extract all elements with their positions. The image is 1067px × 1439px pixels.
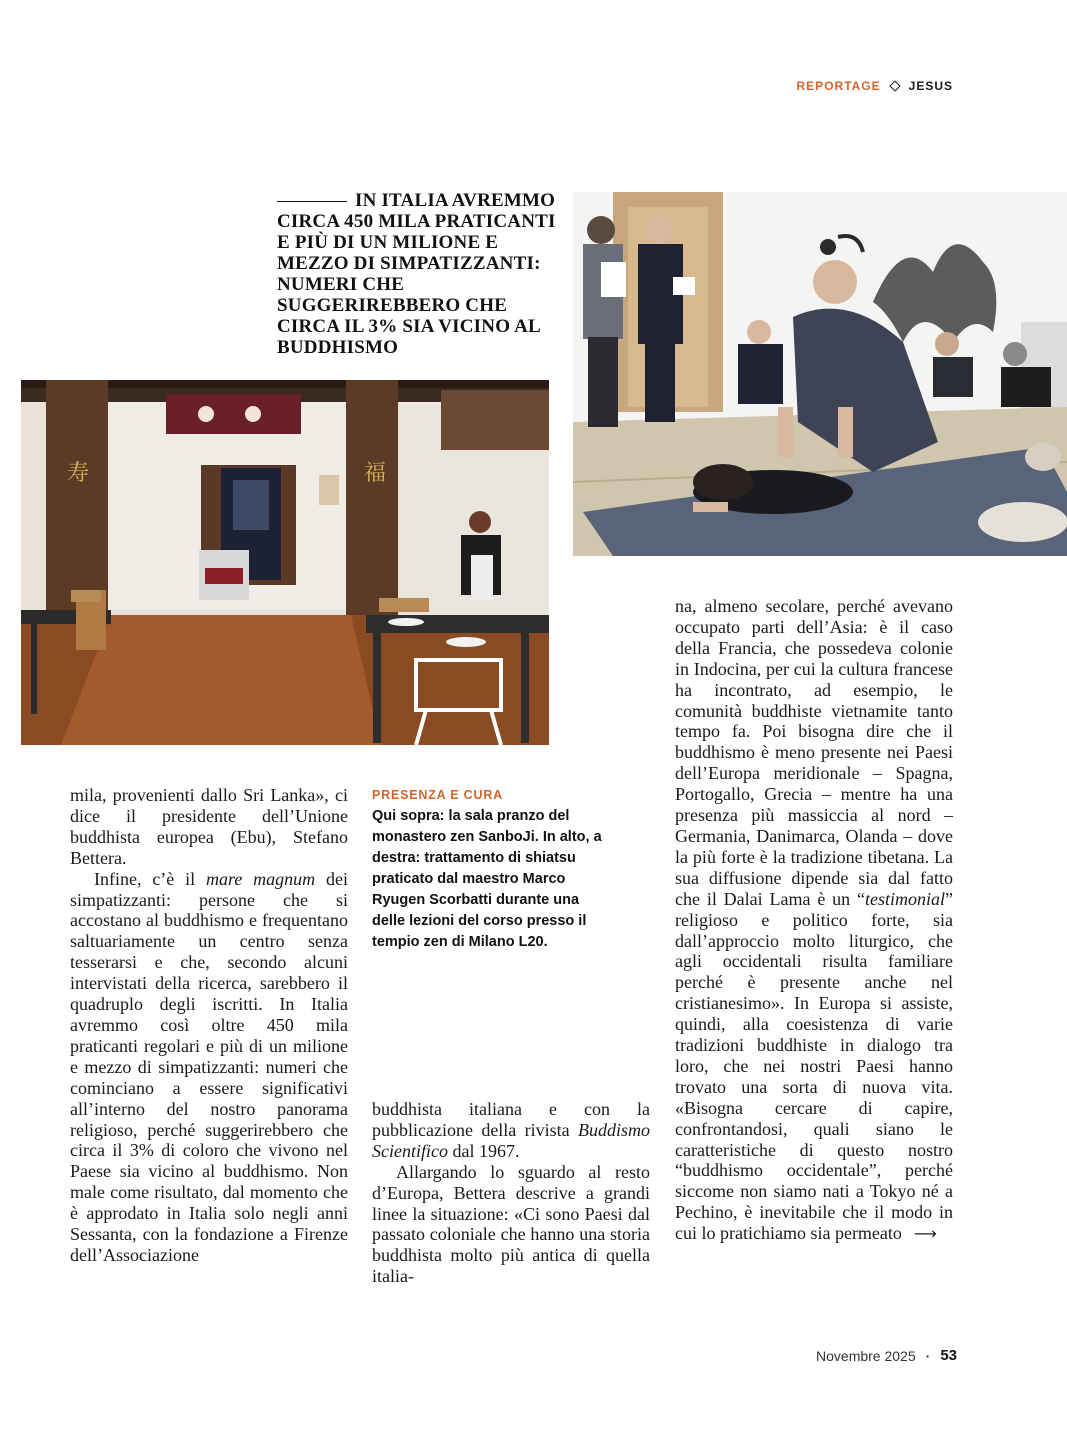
col3-start: na, almeno secolare, perché avevano occupato parti dell’Asia: è il caso della Francia, che possedeva colonie in Indocina, per cui la cultura francese ha incontrato, ad esempio, le comunità buddhiste vietnamite tanto tempo fa. Poi bisogna dire che il buddhismo è meno presente nei Paesi dell’Europa meridionale – Spagna, Portogallo, Grecia – mentre ha una presenza più massiccia al nord – Germania, Danimarca, Olanda – dove la più forte è la tradizione tibetana. La sua diffusione dipende sia dal fatto che il Dalai Lama è un “ xyxy=(675,596,953,909)
col1-p2-start: Infine, c’è il xyxy=(94,868,206,889)
page-number: 53 xyxy=(940,1347,957,1364)
col1-p2-emphasis: mare magnum xyxy=(205,868,316,889)
shiatsu-photo xyxy=(573,192,1067,556)
running-header xyxy=(797,79,953,93)
col3-rest: ” religioso e politico forte, sia dall’approccio molto liturgico, che agli occidentali risulta familiare perché è presente anche nel cristianesimo». In Europa si assiste, quindi, alla coesistenza di varie tradizioni buddhiste in dialogo tra loro, che nei nostri Paesi hanno trovato una sorta di nuova vita. «Bisogna cercare di capire, confrontandosi, quali siano le caratteristiche di questo nostro “buddhismo occidentale”, perché siccome non siamo nati a Tokyo né a Pechino, è inevitabile che il modo in cui lo pratichiamo sia permeato xyxy=(675,888,953,1244)
continue-arrow-icon: ⟶ xyxy=(913,1224,937,1244)
col3-paragraph xyxy=(675,596,953,1245)
col3-emphasis: testimonial xyxy=(865,888,945,909)
issue-date: Novembre 2025 xyxy=(816,1347,916,1364)
body-column-3 xyxy=(675,596,953,1245)
magazine-name: JESUS xyxy=(908,79,953,93)
col1-paragraph-2 xyxy=(70,869,348,1266)
caption-title: PRESENZA E CURA xyxy=(372,788,503,802)
col2-paragraph-1 xyxy=(372,1099,650,1162)
caption-text: Qui sopra: la sala pranzo del monastero zen SanboJi. In alto, a destra: trattamento di shiatsu praticato dal maestro Marco Ryugen Scorbatti durante una delle lezioni del corso presso il tempio zen di Milano L20. xyxy=(372,808,602,950)
col1-paragraph-1: mila, provenienti dallo Sri Lanka», ci dice il presidente dell’Unione buddhista europea (Ebu), Stefano Bettera. xyxy=(70,785,348,868)
body-column-1 xyxy=(70,785,348,1266)
col2-p1-start: buddhista italiana e con la pubblicazione della rivista xyxy=(372,1099,650,1140)
section-label: REPORTAGE xyxy=(796,79,881,93)
page-footer xyxy=(816,1347,957,1364)
col1-p2-rest: dei simpatizzanti: persone che si accostano al buddhismo e frequentano saltuariamente un centro senza tesserarsi e che, secondo alcuni intervistati della ricerca, sarebbero il quadruplo degli iscritti. In Italia avremmo così oltre 450 mila praticanti regolari e più di un milione e mezzo di simpatizzanti: numeri che cominciano a essere significativi all’interno del nostro panorama religioso, perché suggerirebbero che circa il 3% di coloro che vivono nel Paese sia vicino al buddhismo. Non male come risultato, dal momento che è approdato in Italia solo negli anni Sessanta, con la fondazione a Firenze dell’Associazione xyxy=(70,868,348,1265)
photo-caption xyxy=(372,788,612,953)
diamond-icon xyxy=(889,80,900,91)
dining-room-photo xyxy=(21,380,549,745)
column-sign-right: 福 xyxy=(364,461,387,486)
col2-p1-end: dal 1967. xyxy=(447,1140,520,1161)
pull-quote-rule xyxy=(277,201,347,203)
col2-p1-emphasis: Buddismo Scientifico xyxy=(372,1119,650,1161)
pull-quote-text: IN ITALIA AVREMMO CIRCA 450 MILA PRATICANTI E PIÙ DI UN MILIONE E MEZZO DI SIMPATIZZANTI: NUMERI CHE SUGGERIREBBERO CHE CIRCA IL 3% SIA VICINO AL BUDDHISMO xyxy=(277,190,556,358)
column-sign-left: 寿 xyxy=(67,461,90,486)
body-column-2 xyxy=(372,1099,650,1287)
col2-paragraph-2: Allargando lo sguardo al resto d’Europa, Bettera descrive a grandi linee la situazione: «Ci sono Paesi dal passato coloniale che hanno una storia buddhista molto più antica di quella italia- xyxy=(372,1161,650,1287)
separator-dot: · xyxy=(925,1347,931,1364)
pull-quote xyxy=(277,190,557,358)
